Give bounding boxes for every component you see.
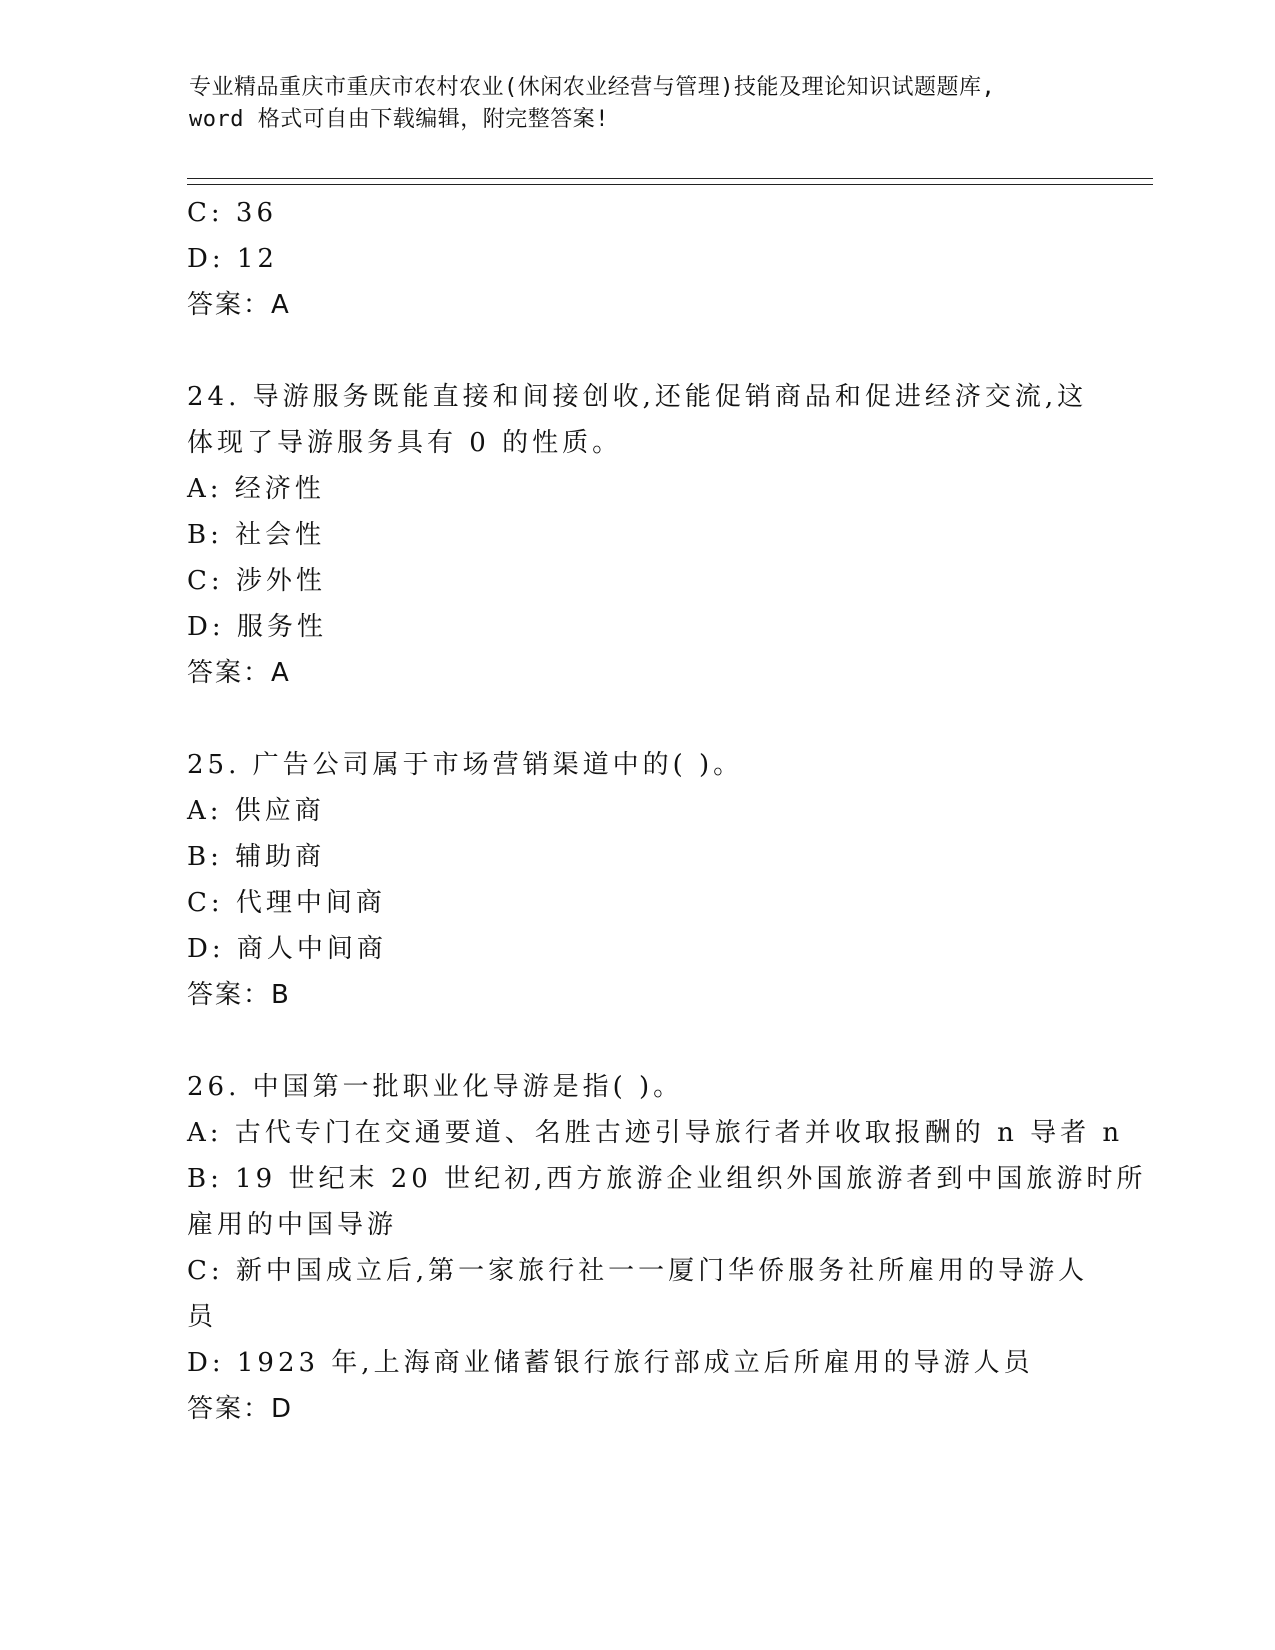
question-stem-line-2: 体现了导游服务具有 0 的性质。 <box>187 428 623 458</box>
question-stem-line-1: 24. 导游服务既能直接和间接创收,还能促销商品和促进经济交流,这 <box>187 382 1088 412</box>
option-d: D: 商人中间商 <box>187 934 387 964</box>
option-b: B: 社会性 <box>187 520 326 550</box>
option-c-line-2: 员 <box>187 1302 218 1332</box>
question-list <box>187 190 1147 1432</box>
spacer <box>187 1018 1087 1064</box>
option-d: D: 服务性 <box>187 612 327 642</box>
answer-line: 答案：A <box>187 658 291 688</box>
option-c: C: 36 <box>187 198 278 228</box>
option-c: C: 涉外性 <box>187 566 326 596</box>
question-25 <box>187 742 1087 1018</box>
question-24 <box>187 374 1087 696</box>
header-divider-top <box>187 178 1153 179</box>
question-23-fragment <box>187 190 1087 328</box>
question-stem: 25. 广告公司属于市场营销渠道中的( )。 <box>187 750 744 780</box>
option-b-line-2: 雇用的中国导游 <box>187 1210 398 1240</box>
option-a: A: 供应商 <box>187 796 325 826</box>
option-d: D: 1923 年,上海商业储蓄银行旅行部成立后所雇用的导游人员 <box>187 1348 1034 1378</box>
option-d: D: 12 <box>187 244 278 274</box>
answer-line: 答案：A <box>187 290 291 320</box>
spacer <box>187 328 1087 374</box>
option-a: A: 古代专门在交通要道、名胜古迹引导旅行者并收取报酬的 n 导者 n <box>187 1118 1124 1148</box>
header-title-line-1: 专业精品重庆市重庆市农村农业(休闲农业经营与管理)技能及理论知识试题题库, <box>189 75 996 100</box>
header-title-line-2: word 格式可自由下载编辑，附完整答案! <box>189 107 609 132</box>
option-c-line-1: C: 新中国成立后,第一家旅行社一一厦门华侨服务社所雇用的导游人 <box>187 1256 1089 1286</box>
option-b: B: 辅助商 <box>187 842 326 872</box>
answer-line: 答案：D <box>187 1394 294 1424</box>
option-a: A: 经济性 <box>187 474 325 504</box>
question-26 <box>187 1064 1147 1432</box>
spacer <box>187 696 1087 742</box>
question-stem: 26. 中国第一批职业化导游是指( )。 <box>187 1072 684 1102</box>
option-b-line-1: B: 19 世纪末 20 世纪初,西方旅游企业组织外国旅游者到中国旅游时所 <box>187 1164 1147 1194</box>
answer-line: 答案：B <box>187 980 291 1010</box>
header-divider-bottom <box>187 184 1153 185</box>
option-c: C: 代理中间商 <box>187 888 386 918</box>
document-header <box>189 72 1089 136</box>
